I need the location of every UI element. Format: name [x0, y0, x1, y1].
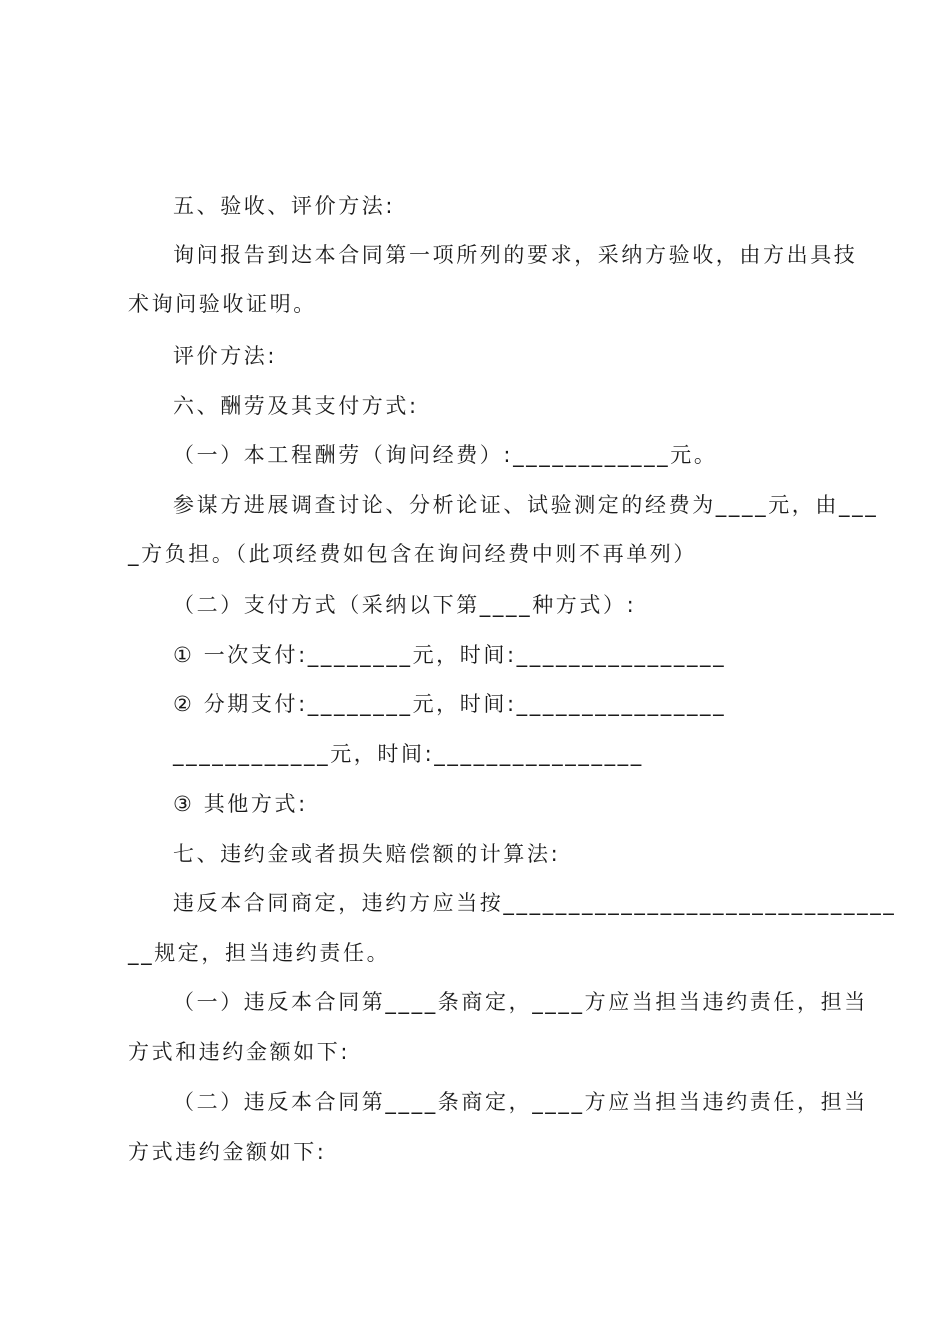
paragraph-line: （二）支付方式（采纳以下第____种方式）:: [173, 593, 637, 617]
paragraph-line: 违反本合同商定，违约方应当按______________________________: [173, 891, 897, 915]
paragraph-line: 参谋方进展调查讨论、分析论证、试验测定的经费为____元，由___: [173, 493, 879, 517]
paragraph-line: 方式违约金额如下:: [128, 1140, 327, 1164]
paragraph-line: 方式和违约金额如下:: [128, 1040, 351, 1064]
paragraph-line: ② 分期支付:________元，时间:________________: [173, 692, 727, 716]
section-6-heading: 六、酬劳及其支付方式:: [173, 394, 419, 418]
paragraph-line: __规定，担当违约责任。: [128, 941, 391, 965]
paragraph-line: （二）违反本合同第____条商定，____方应当担当违约责任，担当: [173, 1090, 868, 1114]
paragraph-line: 询问报告到达本合同第一项所列的要求，采纳方验收，由方出具技: [173, 243, 858, 267]
paragraph-line: _方负担。（此项经费如包含在询问经费中则不再单列）: [128, 542, 697, 566]
paragraph-line: 评价方法:: [173, 344, 278, 368]
paragraph-line: （一）违反本合同第____条商定，____方应当担当违约责任，担当: [173, 990, 868, 1014]
paragraph-line: 术询问验收证明。: [128, 292, 317, 316]
paragraph-line: ③ 其他方式:: [173, 792, 308, 816]
section-5-heading: 五、验收、评价方法:: [173, 194, 396, 218]
paragraph-line: ____________元，时间:________________: [173, 742, 644, 766]
paragraph-line: ① 一次支付:________元，时间:________________: [173, 643, 727, 667]
section-7-heading: 七、违约金或者损失赔偿额的计算法:: [173, 842, 561, 866]
paragraph-line: （一）本工程酬劳（询问经费）:____________元。: [173, 443, 718, 467]
